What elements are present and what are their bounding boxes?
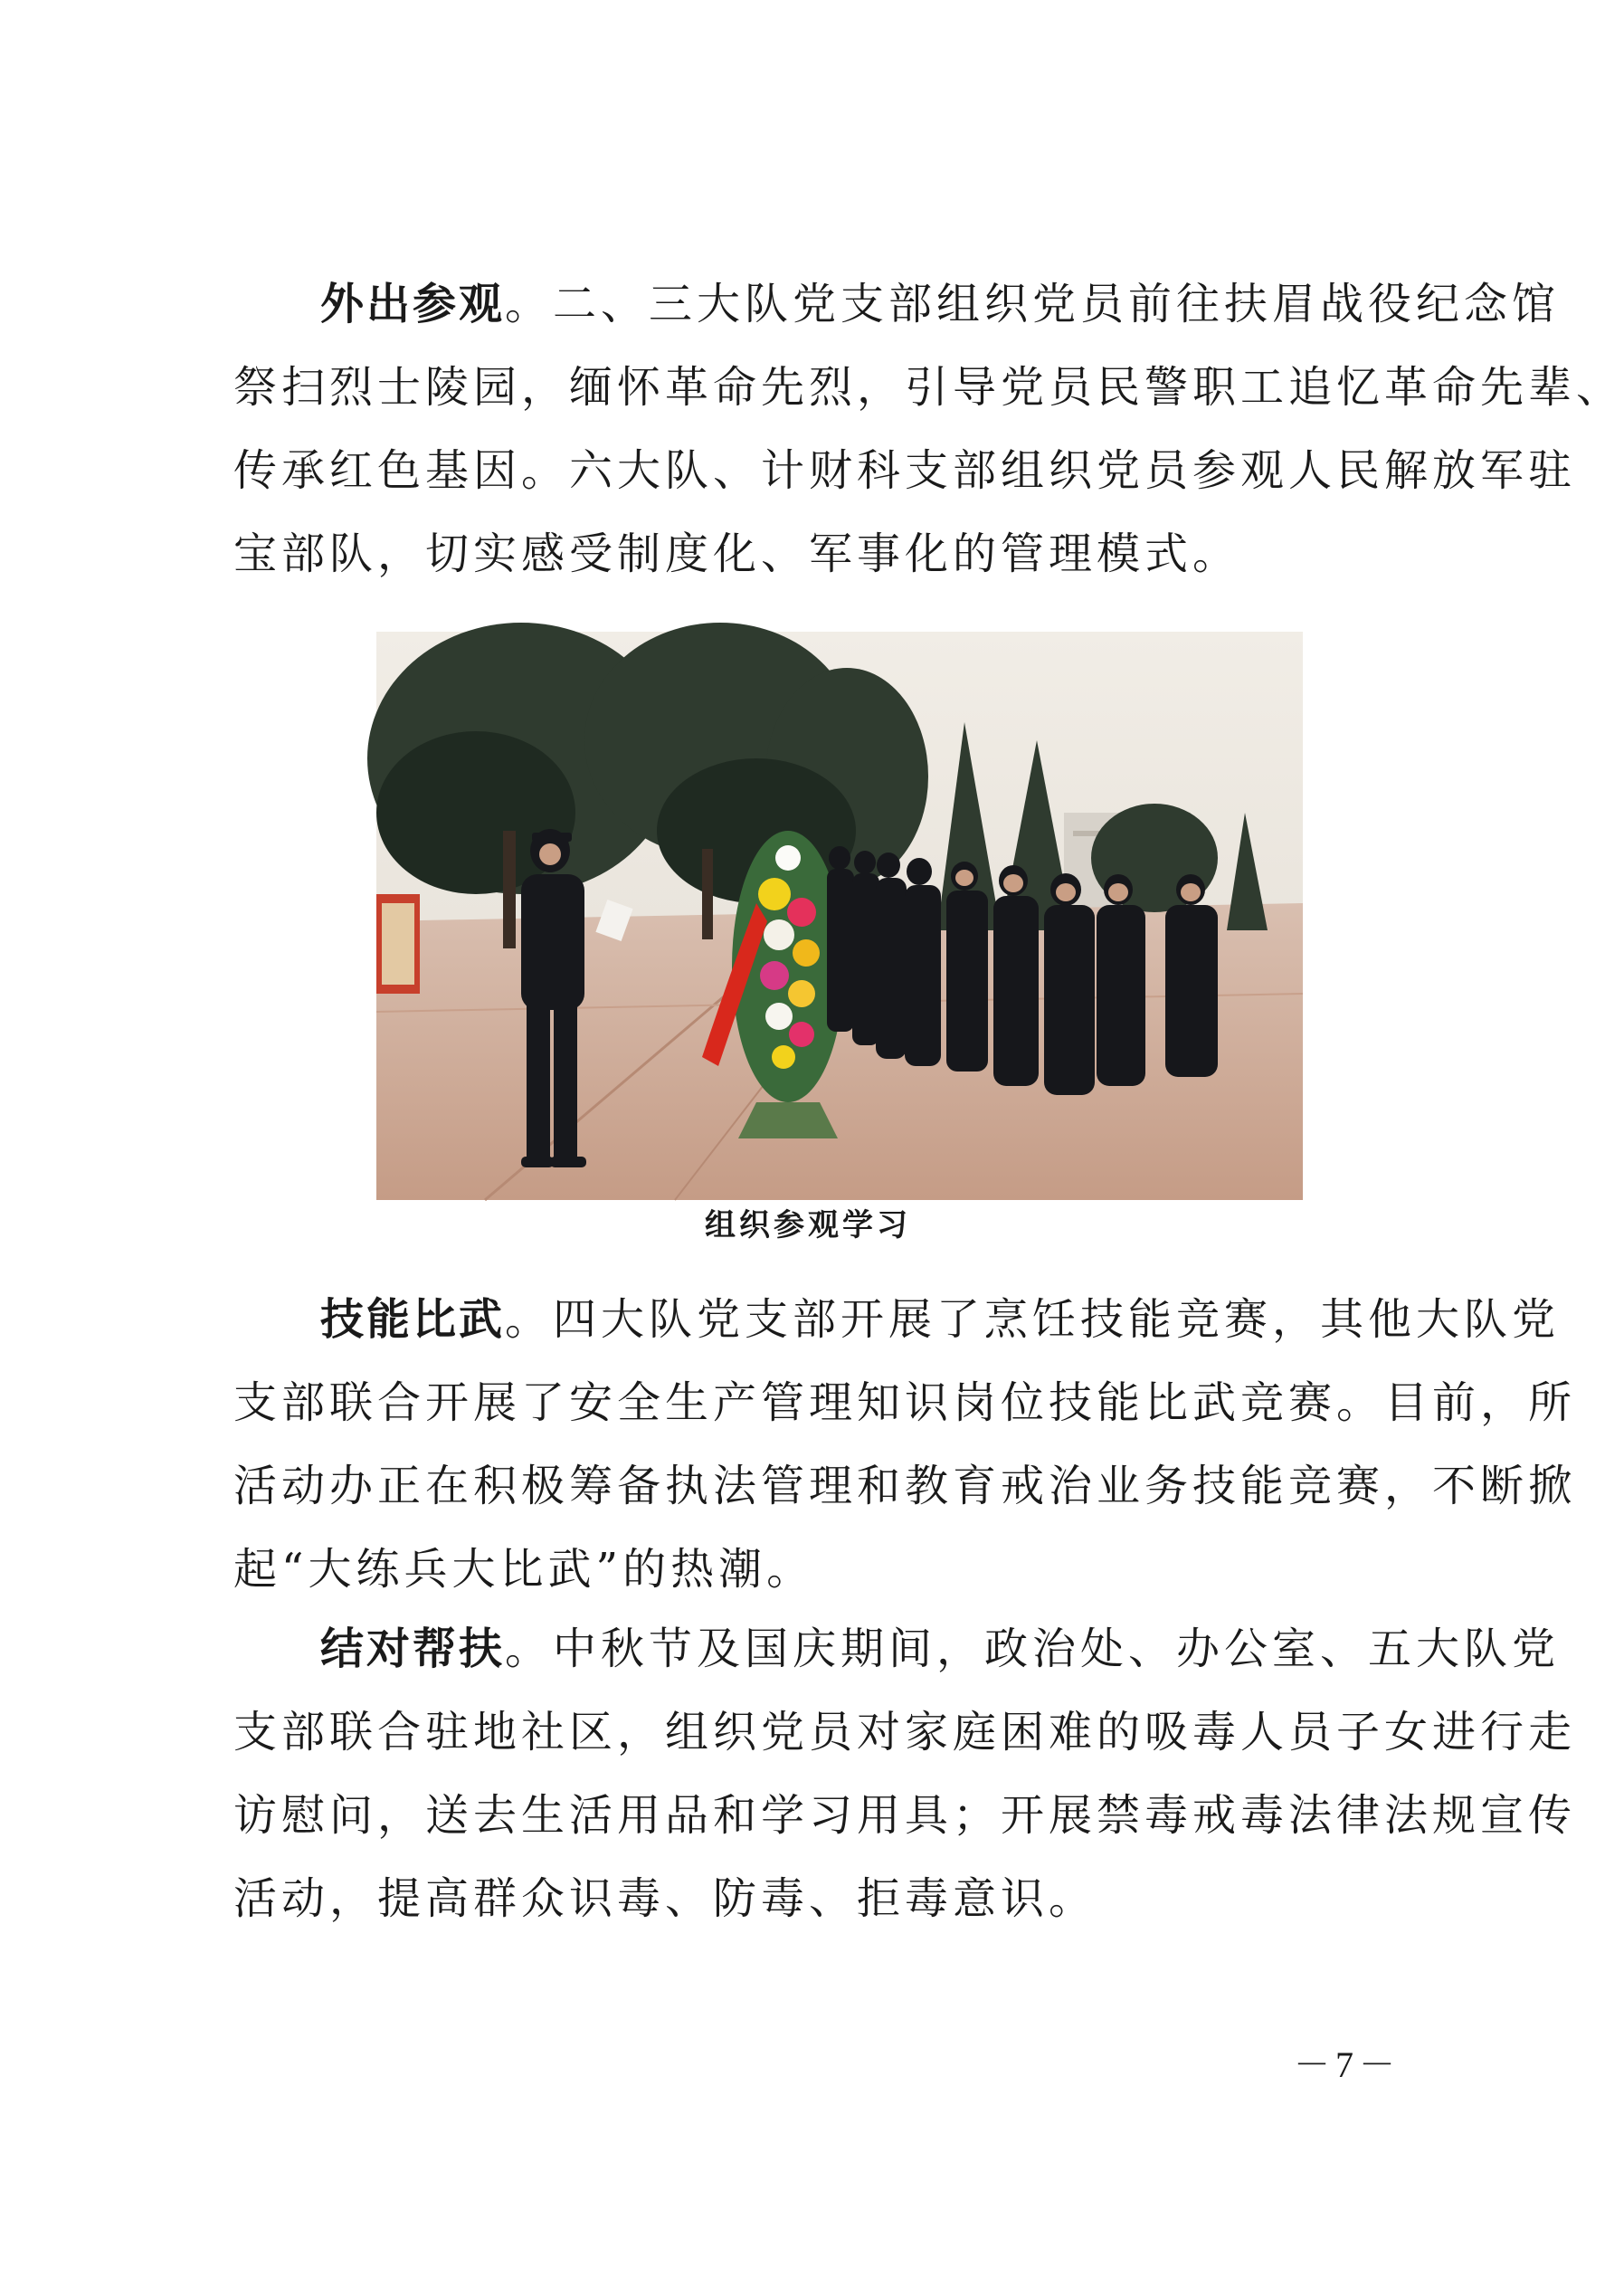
ceremony-photo <box>376 632 1303 1200</box>
line-text: 。四大队党支部开展了烹饪技能竞赛，其他大队党 <box>505 1294 1561 1345</box>
paragraph-visit <box>233 262 1624 595</box>
paragraph-line: 支部联合驻地社区，组织党员对家庭困难的吸毒人员子女进行走 <box>233 1707 1577 1757</box>
paragraph-line: 支部联合开展了安全生产管理知识岗位技能比武竞赛。目前，所 <box>233 1377 1577 1428</box>
photo-caption: 组织参观学习 <box>705 1207 911 1243</box>
paragraph-lead: 技能比武 <box>320 1294 506 1345</box>
paragraph-line: 宝部队，切实感受制度化、军事化的管理模式。 <box>233 529 1241 579</box>
paragraph-line <box>233 1607 1561 1691</box>
paragraph-lead: 外出参观 <box>320 279 506 329</box>
paragraph-skills <box>233 1278 1577 1611</box>
paragraph-help <box>233 1607 1577 1940</box>
photo-visit <box>376 632 1303 1200</box>
line-text: 。中秋节及国庆期间，政治处、办公室、五大队党 <box>505 1624 1561 1674</box>
paragraph-lead: 结对帮扶 <box>320 1624 506 1674</box>
paragraph-line: 祭扫烈士陵园，缅怀革命先烈，引导党员民警职工追忆革命先辈、 <box>233 362 1624 413</box>
line-text: 。二、三大队党支部组织党员前往扶眉战役纪念馆 <box>505 279 1561 329</box>
paragraph-line: 活动办正在积极筹备执法管理和教育戒治业务技能竞赛，不断掀 <box>233 1461 1577 1511</box>
paragraph-line: 活动，提高群众识毒、防毒、拒毒意识。 <box>233 1873 1097 1924</box>
paragraph-line <box>233 1278 1561 1361</box>
page-number: －7－ <box>1294 2044 1401 2085</box>
paragraph-line: 起“大练兵大比武”的热潮。 <box>233 1544 815 1595</box>
paragraph-line <box>233 262 1561 346</box>
paragraph-line: 访慰问，送去生活用品和学习用具；开展禁毒戒毒法律法规宣传 <box>233 1790 1577 1841</box>
paragraph-line: 传承红色基因。六大队、计财科支部组织党员参观人民解放军驻 <box>233 445 1577 496</box>
